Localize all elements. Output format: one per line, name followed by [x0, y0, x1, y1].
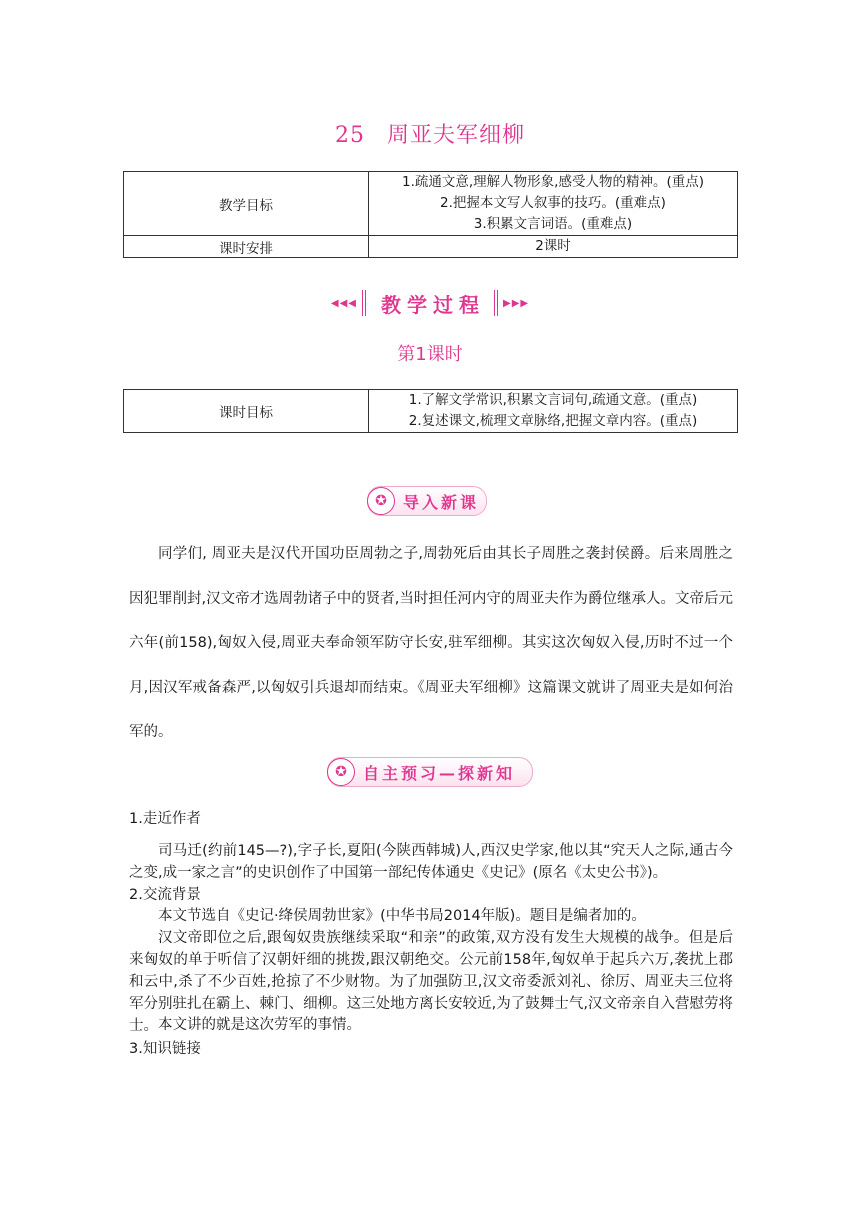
- table-row: [124, 172, 738, 236]
- background-paragraph: 本文讲的就是这次劳军的事情。: [158, 1017, 361, 1033]
- goal-item: 2.把握本文写人叙事的技巧。(重难点): [440, 195, 666, 211]
- section-title: 自主预习—探新知: [363, 763, 516, 783]
- goal-item: 1.疏通文意,理解人物形象,感受人物的精神。(重点): [402, 174, 704, 190]
- table-label-cell: 教学目标: [124, 172, 369, 236]
- goal-item: 1.了解文学常识,积累文言词句,疏通文意。(重点): [408, 392, 698, 408]
- lesson-number: 25: [334, 123, 365, 148]
- author-paragraph: 司马迁(约前145—?),字子长,夏阳(今陕西韩城)人,西汉史学家,他以其“究天人之际,通古今之变,成一家之言”的史识创作了中国第一部纪传体通史《史记》(原名《太史公书》)。: [129, 843, 733, 881]
- lesson-heading: 第1课时: [397, 344, 463, 365]
- goal-item: 3.积累文言词语。(重难点): [473, 216, 633, 232]
- item-label-background: 2.交流背景: [129, 887, 201, 903]
- section-title: 导入新课: [403, 492, 480, 512]
- table-label-cell: 课时目标: [124, 390, 369, 433]
- background-paragraph: 汉文帝即位之后,跟匈奴贵族继续采取“和亲”的政策,双方没有发生大规模的战争。但是后来匈奴的单于听信了汉朝奸细的挑拨,跟汉朝绝交。公元前158年,匈奴单于起兵六万,袭扰上郡和云中,杀了不少百姓,抢掠了不少财物。为了加强防卫,汉文帝委派刘礼、徐厉、周亚夫三位将军分别驻扎在霸上、棘门、细柳。这三处地方离长安较近,为了鼓舞士气,汉文帝亲自入营慰劳将士。: [129, 930, 733, 1034]
- preview-section-header: [327, 757, 533, 787]
- item-label-knowledge: 3.知识链接: [129, 1041, 201, 1057]
- table-row: [124, 390, 738, 433]
- process-banner: [0, 288, 860, 318]
- item-label-author: 1.走近作者: [129, 811, 201, 827]
- intro-paragraph: 同学们, 周亚夫是汉代开国功臣周勃之子,周勃死后由其长子周胜之袭封侯爵。后来周胜之因犯罪削封,汉文帝才选周勃诸子中的贤者,当时担任河内守的周亚夫作为爵位继承人。文帝后元六年(前158),匈奴入侵,周亚夫奉命领军防守长安,驻军细柳。其实这次匈奴入侵,历时不过一个月,因汉军戒备森严,以匈奴引兵退却而结束。《周亚夫军细柳》这篇课文就讲了周亚夫是如何治军的。: [129, 546, 733, 740]
- table-label-cell: 课时安排: [124, 236, 369, 258]
- intro-section-header: [367, 486, 487, 516]
- table-content-cell: [369, 172, 738, 236]
- lesson-goal-table: [123, 389, 738, 433]
- lesson-title: 周亚夫军细柳: [386, 123, 525, 148]
- goal-item: 2.复述课文,梳理文章脉络,把握文章内容。(重点): [408, 413, 698, 429]
- divider: [362, 290, 366, 316]
- right-arrows-icon: ▶▶▶: [503, 297, 530, 309]
- divider: [494, 290, 498, 316]
- background-paragraph: 本文节选自《史记·绛侯周勃世家》(中华书局2014年版)。题目是编者加的。: [158, 908, 646, 924]
- table-content-cell: 2课时: [369, 236, 738, 258]
- lightbulb-icon: ✪: [327, 758, 355, 786]
- process-banner-text: 教学过程: [381, 292, 485, 317]
- table-row: [124, 236, 738, 258]
- teaching-overview-table: [123, 171, 738, 258]
- table-content-cell: [369, 390, 738, 433]
- left-arrows-icon: ◀◀◀: [330, 297, 357, 309]
- page-title: [0, 118, 860, 149]
- lightbulb-icon: ✪: [367, 487, 395, 515]
